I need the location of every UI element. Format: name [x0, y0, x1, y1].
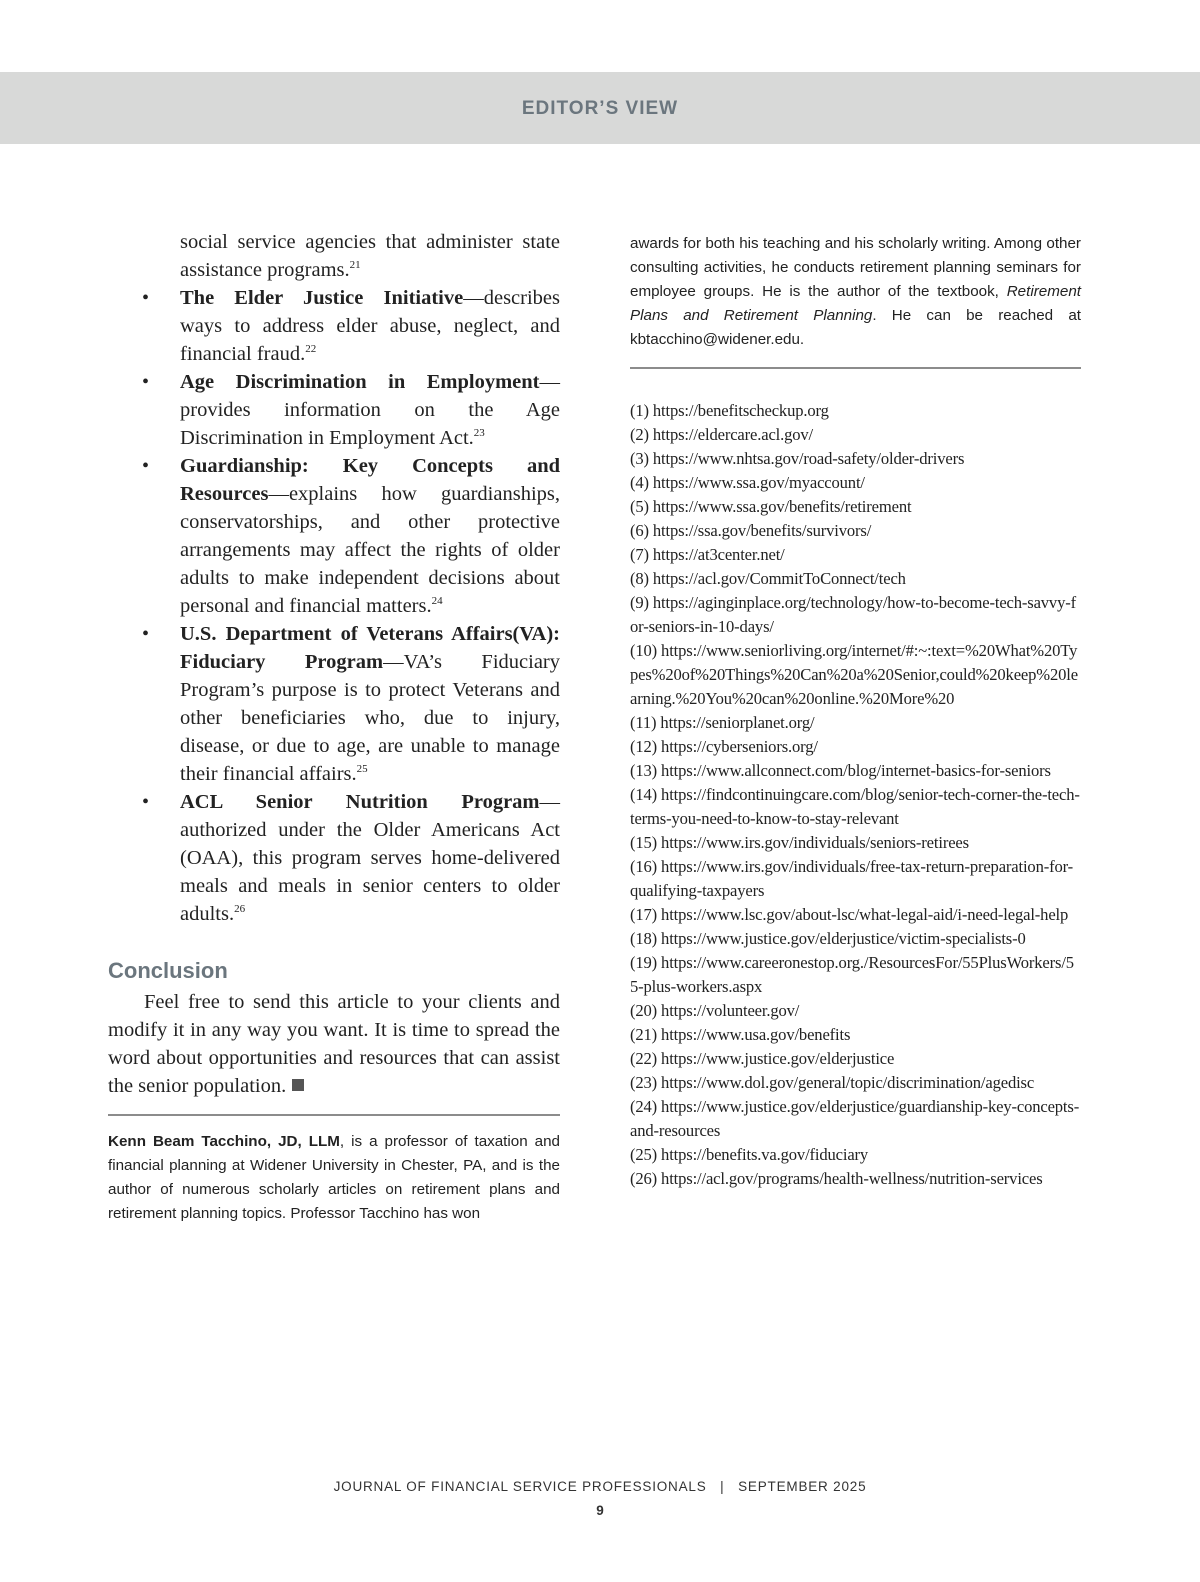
- section-title: EDITOR’S VIEW: [521, 98, 679, 119]
- list-item-text: —describes ways to address elder abuse, neglect, and financial fraud.: [180, 287, 560, 365]
- author-bio-text-end: . He can be reached at kbtacchino@widener.edu.: [630, 307, 1081, 348]
- reference-item[interactable]: (26) https://acl.gov/programs/health-wellness/nutrition-services: [630, 1169, 1043, 1188]
- list-item-text: —provides information on the Age Discrimination in Employment Act.: [180, 371, 560, 449]
- footnote-ref[interactable]: 22: [305, 343, 317, 356]
- conclusion-paragraph: [108, 988, 560, 1100]
- reference-item[interactable]: (13) https://www.allconnect.com/blog/internet-basics-for-seniors: [630, 761, 1051, 780]
- list-item-text: —authorized under the Older Americans Act (OAA), this program serves home-delivered meals and meals in senior centers to older adults.: [180, 791, 560, 925]
- list-item: [108, 452, 560, 620]
- reference-item[interactable]: (5) https://www.ssa.gov/benefits/retirement: [630, 497, 912, 516]
- footnote-ref[interactable]: 26: [234, 903, 246, 916]
- footnote-ref[interactable]: 24: [431, 595, 443, 608]
- list-item-term: Age Discrimination in Employment: [180, 371, 540, 393]
- reference-item[interactable]: (1) https://benefitscheckup.org: [630, 401, 829, 420]
- list-item-text: social service agencies that administer state assistance programs.: [180, 231, 560, 281]
- conclusion-text: Feel free to send this article to your clients and modify it in any way you want. It is time to spread the word about opportunities and resources that can assist the senior population.: [108, 991, 560, 1097]
- reference-item[interactable]: (18) https://www.justice.gov/elderjustice/victim-specialists-0: [630, 929, 1026, 948]
- list-item-term: ACL Senior Nutrition Program: [180, 791, 540, 813]
- bullet-icon: •: [142, 371, 150, 393]
- reference-item[interactable]: (25) https://benefits.va.gov/fiduciary: [630, 1145, 869, 1164]
- list-item-continued: [108, 228, 560, 284]
- reference-item[interactable]: (10) https://www.seniorliving.org/internet/#:~:text=%20What%20Types%20of%20Things%20Can%20a%20Senior,could%20keep%20learning.%20You%20can%20online.%20More%20: [630, 641, 1078, 708]
- reference-item[interactable]: (19) https://www.careeronestop.org./ResourcesFor/55PlusWorkers/55-plus-workers.aspx: [630, 953, 1074, 996]
- reference-item[interactable]: (6) https://ssa.gov/benefits/survivors/: [630, 521, 872, 540]
- footnote-ref[interactable]: 23: [473, 427, 485, 440]
- references-divider: [630, 367, 1081, 369]
- author-bio-text: awards for both his teaching and his scholarly writing. Among other consulting activities, he conducts retirement planning seminars for employee groups. He is the author of the textbook,: [630, 235, 1081, 300]
- author-bio-text: , is a professor of taxation and financial planning at Widener University in Chester, PA, and is the author of numerous scholarly articles on retirement plans and retirement planning topics. Professor Tacchino has won: [108, 1133, 560, 1222]
- reference-item[interactable]: (11) https://seniorplanet.org/: [630, 713, 815, 732]
- book-title: Retirement Plans and Retirement Planning: [630, 283, 1081, 324]
- author-bio-continued: [630, 232, 1081, 352]
- list-item-term: U.S. Department of Veterans Affairs(VA): Fiduciary Program: [180, 623, 560, 673]
- reference-item[interactable]: (23) https://www.dol.gov/general/topic/discrimination/agedisc: [630, 1073, 1035, 1092]
- bullet-icon: •: [142, 791, 150, 813]
- list-item-term: Guardianship: Key Concepts and Resources: [180, 455, 560, 505]
- footnote-ref[interactable]: 25: [356, 763, 368, 776]
- list-item: [108, 368, 560, 452]
- end-of-article-icon: [292, 1079, 304, 1091]
- references-list: [630, 399, 1081, 1191]
- conclusion-heading: Conclusion: [108, 958, 228, 983]
- reference-item[interactable]: (15) https://www.irs.gov/individuals/seniors-retirees: [630, 833, 969, 852]
- reference-item[interactable]: (22) https://www.justice.gov/elderjustice: [630, 1049, 895, 1068]
- footnote-ref[interactable]: 21: [349, 259, 361, 272]
- reference-item[interactable]: (9) https://aginginplace.org/technology/how-to-become-tech-savvy-for-seniors-in-10-days/: [630, 593, 1076, 636]
- bullet-icon: •: [142, 287, 150, 309]
- footer-journal-title: JOURNAL OF FINANCIAL SERVICE PROFESSIONALS | SEPTEMBER 2025: [333, 1479, 867, 1494]
- reference-item[interactable]: (16) https://www.irs.gov/individuals/free-tax-return-preparation-for-qualifying-taxpayers: [630, 857, 1074, 900]
- list-item-term: The Elder Justice Initiative: [180, 287, 464, 309]
- bio-divider: [108, 1114, 560, 1116]
- reference-item[interactable]: (21) https://www.usa.gov/benefits: [630, 1025, 851, 1044]
- list-item-text: —VA’s Fiduciary Program’s purpose is to protect Veterans and other beneficiaries who, due to injury, disease, or due to age, are unable to manage their financial affairs.: [180, 651, 560, 785]
- reference-item[interactable]: (12) https://cyberseniors.org/: [630, 737, 818, 756]
- reference-item[interactable]: (20) https://volunteer.gov/: [630, 1001, 800, 1020]
- reference-item[interactable]: (3) https://www.nhtsa.gov/road-safety/older-drivers: [630, 449, 965, 468]
- bullet-icon: •: [142, 455, 150, 477]
- right-column: [630, 232, 1081, 1191]
- section-header-band: [0, 72, 1200, 144]
- reference-item[interactable]: (14) https://findcontinuingcare.com/blog/senior-tech-corner-the-tech-terms-you-need-to-know-to-stay-relevant: [630, 785, 1080, 828]
- reference-item[interactable]: (4) https://www.ssa.gov/myaccount/: [630, 473, 865, 492]
- reference-item[interactable]: (17) https://www.lsc.gov/about-lsc/what-legal-aid/i-need-legal-help: [630, 905, 1069, 924]
- reference-item[interactable]: (8) https://acl.gov/CommitToConnect/tech: [630, 569, 906, 588]
- list-item-text: —explains how guardianships, conservatorships, and other protective arrangements may affect the rights of older adults to make independent decisions about personal and financial matters.: [180, 483, 560, 617]
- reference-item[interactable]: (24) https://www.justice.gov/elderjustice/guardianship-key-concepts-and-resources: [630, 1097, 1080, 1140]
- list-item: [108, 788, 560, 928]
- list-item: [108, 620, 560, 788]
- resource-list: [108, 228, 560, 928]
- page-number: 9: [596, 1503, 604, 1518]
- author-name: Kenn Beam Tacchino, JD, LLM: [108, 1133, 340, 1150]
- reference-item[interactable]: (2) https://eldercare.acl.gov/: [630, 425, 814, 444]
- bullet-icon: •: [142, 623, 150, 645]
- left-column: [108, 228, 560, 1226]
- list-item: [108, 284, 560, 368]
- author-bio: [108, 1130, 560, 1226]
- reference-item[interactable]: (7) https://at3center.net/: [630, 545, 785, 564]
